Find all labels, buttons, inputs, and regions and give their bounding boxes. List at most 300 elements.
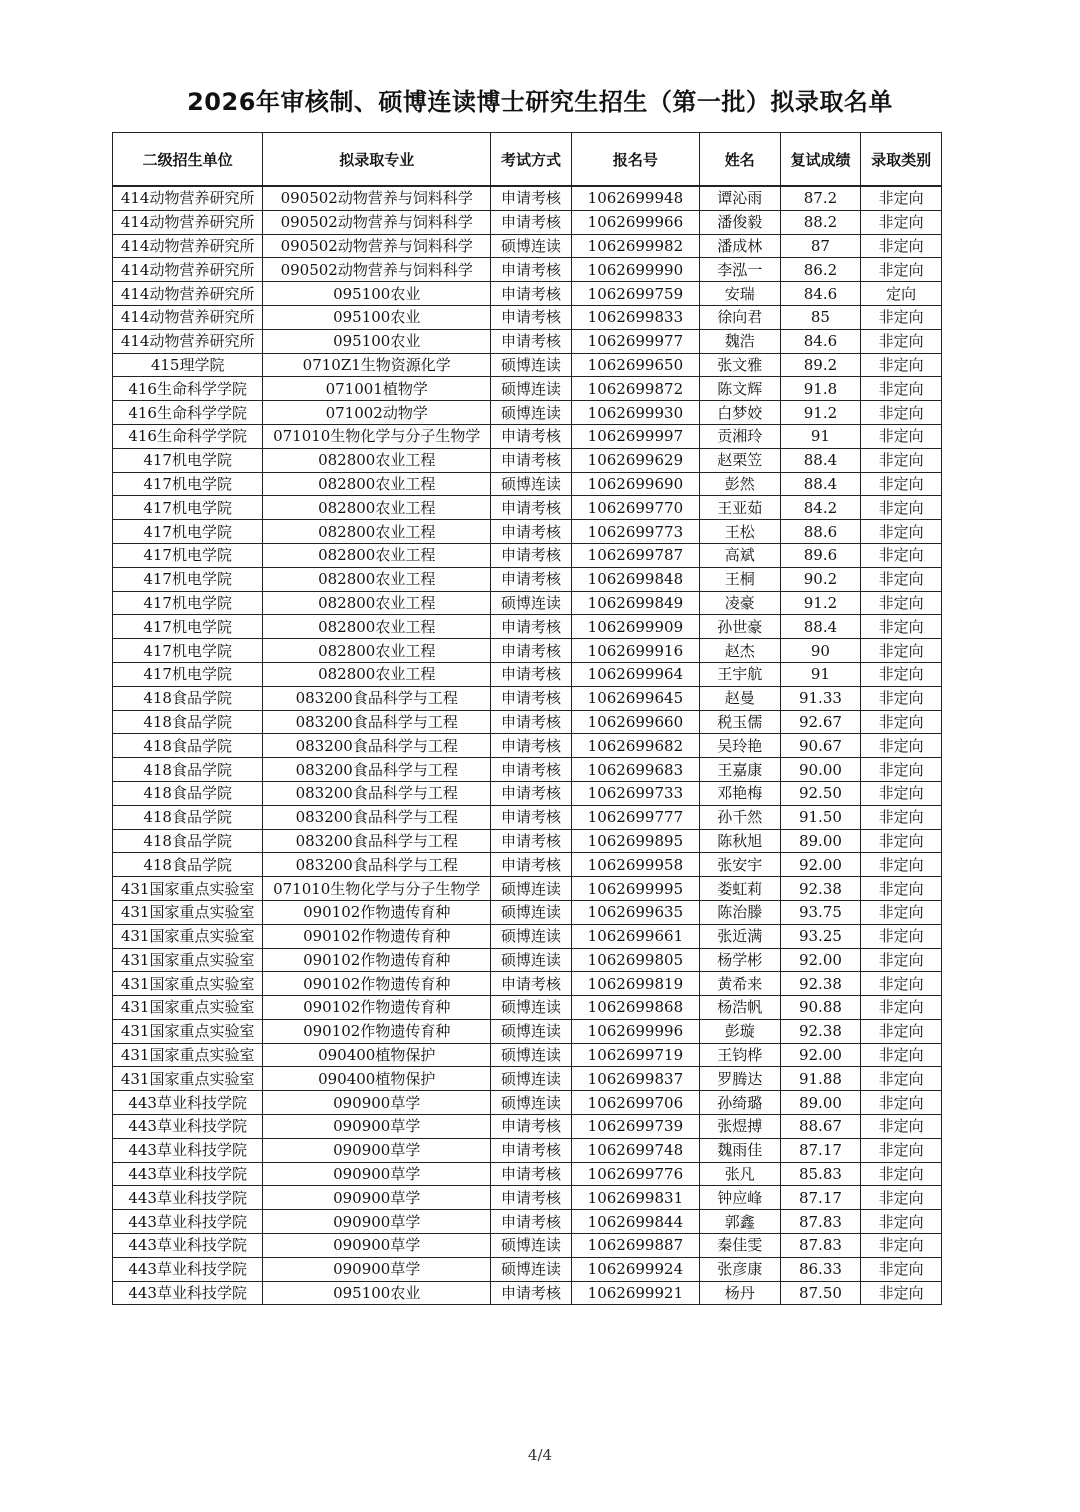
- cell-name: 张煜搏: [699, 1115, 780, 1139]
- table-row: [113, 1186, 942, 1210]
- table-row: [113, 1162, 942, 1186]
- cell-name: 李泓一: [699, 258, 780, 282]
- cell-reg-no: 1062699776: [571, 1162, 699, 1186]
- cell-name: 张近满: [699, 924, 780, 948]
- cell-major: 095100农业: [263, 1281, 491, 1305]
- cell-name: 王桐: [699, 567, 780, 591]
- cell-reg-no: 1062699895: [571, 829, 699, 853]
- cell-score: 90.00: [780, 758, 861, 782]
- cell-category: 非定向: [861, 353, 942, 377]
- table-row: [113, 972, 942, 996]
- cell-score: 84.6: [780, 329, 861, 353]
- cell-reg-no: 1062699759: [571, 282, 699, 306]
- cell-name: 娄虹莉: [699, 877, 780, 901]
- cell-major: 090400植物保护: [263, 1067, 491, 1091]
- cell-reg-no: 1062699635: [571, 900, 699, 924]
- cell-score: 87.17: [780, 1186, 861, 1210]
- cell-score: 91.8: [780, 377, 861, 401]
- cell-category: 定向: [861, 282, 942, 306]
- cell-exam-mode: 硕博连读: [491, 877, 572, 901]
- cell-major: 090102作物遗传育种: [263, 1019, 491, 1043]
- cell-reg-no: 1062699690: [571, 472, 699, 496]
- cell-score: 90.2: [780, 567, 861, 591]
- cell-name: 张安宇: [699, 853, 780, 877]
- cell-name: 张凡: [699, 1162, 780, 1186]
- table-row: [113, 1234, 942, 1258]
- cell-category: 非定向: [861, 210, 942, 234]
- cell-major: 071010生物化学与分子生物学: [263, 424, 491, 448]
- cell-score: 88.6: [780, 520, 861, 544]
- cell-score: 88.4: [780, 472, 861, 496]
- cell-category: 非定向: [861, 591, 942, 615]
- cell-major: 090900草学: [263, 1186, 491, 1210]
- cell-unit: 443草业科技学院: [113, 1186, 263, 1210]
- cell-unit: 416生命科学学院: [113, 424, 263, 448]
- cell-major: 0710Z1生物资源化学: [263, 353, 491, 377]
- cell-score: 88.2: [780, 210, 861, 234]
- cell-category: 非定向: [861, 972, 942, 996]
- cell-major: 095100农业: [263, 329, 491, 353]
- cell-exam-mode: 申请考核: [491, 734, 572, 758]
- cell-category: 非定向: [861, 615, 942, 639]
- cell-unit: 431国家重点实验室: [113, 877, 263, 901]
- cell-unit: 417机电学院: [113, 639, 263, 663]
- cell-exam-mode: 硕博连读: [491, 948, 572, 972]
- cell-name: 彭璇: [699, 1019, 780, 1043]
- cell-score: 91: [780, 662, 861, 686]
- cell-unit: 417机电学院: [113, 591, 263, 615]
- cell-exam-mode: 申请考核: [491, 972, 572, 996]
- cell-exam-mode: 申请考核: [491, 639, 572, 663]
- cell-score: 87: [780, 234, 861, 258]
- cell-reg-no: 1062699948: [571, 186, 699, 210]
- cell-score: 86.2: [780, 258, 861, 282]
- cell-exam-mode: 硕博连读: [491, 1234, 572, 1258]
- cell-category: 非定向: [861, 1115, 942, 1139]
- cell-category: 非定向: [861, 996, 942, 1020]
- cell-name: 郭鑫: [699, 1210, 780, 1234]
- cell-major: 082800农业工程: [263, 520, 491, 544]
- cell-exam-mode: 申请考核: [491, 424, 572, 448]
- cell-score: 90: [780, 639, 861, 663]
- cell-reg-no: 1062699990: [571, 258, 699, 282]
- cell-unit: 417机电学院: [113, 496, 263, 520]
- table-row: [113, 1138, 942, 1162]
- cell-reg-no: 1062699661: [571, 924, 699, 948]
- table-row: [113, 805, 942, 829]
- cell-reg-no: 1062699848: [571, 567, 699, 591]
- cell-major: 090400植物保护: [263, 1043, 491, 1067]
- cell-category: 非定向: [861, 377, 942, 401]
- cell-unit: 414动物营养研究所: [113, 329, 263, 353]
- cell-score: 91.2: [780, 401, 861, 425]
- cell-reg-no: 1062699719: [571, 1043, 699, 1067]
- cell-reg-no: 1062699682: [571, 734, 699, 758]
- table-row: [113, 1210, 942, 1234]
- cell-score: 89.6: [780, 543, 861, 567]
- table-row: [113, 377, 942, 401]
- table-row: [113, 329, 942, 353]
- table-row: [113, 472, 942, 496]
- cell-score: 87.50: [780, 1281, 861, 1305]
- cell-exam-mode: 申请考核: [491, 758, 572, 782]
- column-header-major: 拟录取专业: [263, 133, 491, 187]
- table-row: [113, 282, 942, 306]
- cell-exam-mode: 申请考核: [491, 282, 572, 306]
- cell-exam-mode: 申请考核: [491, 520, 572, 544]
- cell-reg-no: 1062699706: [571, 1091, 699, 1115]
- cell-major: 090502动物营养与饲料科学: [263, 186, 491, 210]
- cell-category: 非定向: [861, 758, 942, 782]
- cell-name: 杨丹: [699, 1281, 780, 1305]
- cell-reg-no: 1062699629: [571, 448, 699, 472]
- cell-reg-no: 1062699844: [571, 1210, 699, 1234]
- cell-category: 非定向: [861, 543, 942, 567]
- cell-name: 徐向君: [699, 305, 780, 329]
- cell-major: 083200食品科学与工程: [263, 853, 491, 877]
- cell-name: 赵杰: [699, 639, 780, 663]
- cell-score: 92.00: [780, 1043, 861, 1067]
- cell-unit: 418食品学院: [113, 758, 263, 782]
- cell-name: 王松: [699, 520, 780, 544]
- cell-unit: 414动物营养研究所: [113, 282, 263, 306]
- table-row: [113, 567, 942, 591]
- cell-score: 84.6: [780, 282, 861, 306]
- cell-reg-no: 1062699733: [571, 781, 699, 805]
- cell-unit: 414动物营养研究所: [113, 210, 263, 234]
- cell-major: 083200食品科学与工程: [263, 710, 491, 734]
- cell-score: 87.2: [780, 186, 861, 210]
- cell-exam-mode: 申请考核: [491, 615, 572, 639]
- cell-category: 非定向: [861, 900, 942, 924]
- cell-category: 非定向: [861, 472, 942, 496]
- cell-score: 92.38: [780, 1019, 861, 1043]
- cell-category: 非定向: [861, 1281, 942, 1305]
- cell-exam-mode: 硕博连读: [491, 900, 572, 924]
- cell-score: 92.38: [780, 877, 861, 901]
- table-row: [113, 353, 942, 377]
- cell-unit: 443草业科技学院: [113, 1210, 263, 1234]
- cell-reg-no: 1062699739: [571, 1115, 699, 1139]
- cell-score: 91: [780, 424, 861, 448]
- table-row: [113, 591, 942, 615]
- cell-exam-mode: 申请考核: [491, 210, 572, 234]
- cell-reg-no: 1062699887: [571, 1234, 699, 1258]
- cell-name: 黄希来: [699, 972, 780, 996]
- cell-score: 85.83: [780, 1162, 861, 1186]
- cell-reg-no: 1062699683: [571, 758, 699, 782]
- cell-category: 非定向: [861, 734, 942, 758]
- cell-major: 083200食品科学与工程: [263, 686, 491, 710]
- cell-score: 92.00: [780, 948, 861, 972]
- cell-category: 非定向: [861, 520, 942, 544]
- cell-reg-no: 1062699909: [571, 615, 699, 639]
- cell-name: 吴玲艳: [699, 734, 780, 758]
- cell-exam-mode: 申请考核: [491, 710, 572, 734]
- cell-exam-mode: 申请考核: [491, 448, 572, 472]
- cell-reg-no: 1062699645: [571, 686, 699, 710]
- cell-exam-mode: 申请考核: [491, 1210, 572, 1234]
- table-row: [113, 639, 942, 663]
- cell-category: 非定向: [861, 924, 942, 948]
- table-row: [113, 234, 942, 258]
- cell-major: 090900草学: [263, 1162, 491, 1186]
- cell-name: 杨浩帆: [699, 996, 780, 1020]
- cell-unit: 418食品学院: [113, 686, 263, 710]
- cell-unit: 431国家重点实验室: [113, 1019, 263, 1043]
- cell-reg-no: 1062699966: [571, 210, 699, 234]
- cell-category: 非定向: [861, 805, 942, 829]
- table-row: [113, 543, 942, 567]
- cell-category: 非定向: [861, 567, 942, 591]
- cell-name: 王亚茹: [699, 496, 780, 520]
- table-row: [113, 210, 942, 234]
- table-body: [113, 186, 942, 1305]
- cell-score: 90.88: [780, 996, 861, 1020]
- cell-category: 非定向: [861, 258, 942, 282]
- cell-name: 钟应峰: [699, 1186, 780, 1210]
- cell-name: 谭沁雨: [699, 186, 780, 210]
- cell-score: 91.50: [780, 805, 861, 829]
- cell-unit: 418食品学院: [113, 829, 263, 853]
- cell-exam-mode: 申请考核: [491, 662, 572, 686]
- cell-major: 082800农业工程: [263, 591, 491, 615]
- cell-name: 孙世豪: [699, 615, 780, 639]
- cell-score: 88.4: [780, 448, 861, 472]
- cell-name: 赵曼: [699, 686, 780, 710]
- cell-reg-no: 1062699660: [571, 710, 699, 734]
- admission-table: [112, 132, 942, 1305]
- cell-reg-no: 1062699748: [571, 1138, 699, 1162]
- cell-unit: 416生命科学学院: [113, 377, 263, 401]
- cell-exam-mode: 申请考核: [491, 853, 572, 877]
- cell-exam-mode: 硕博连读: [491, 924, 572, 948]
- cell-exam-mode: 申请考核: [491, 781, 572, 805]
- cell-major: 083200食品科学与工程: [263, 781, 491, 805]
- cell-major: 082800农业工程: [263, 662, 491, 686]
- cell-category: 非定向: [861, 853, 942, 877]
- cell-reg-no: 1062699977: [571, 329, 699, 353]
- cell-score: 92.67: [780, 710, 861, 734]
- cell-score: 93.75: [780, 900, 861, 924]
- table-row: [113, 1067, 942, 1091]
- cell-major: 090502动物营养与饲料科学: [263, 210, 491, 234]
- table-row: [113, 1043, 942, 1067]
- cell-reg-no: 1062699964: [571, 662, 699, 686]
- cell-name: 孙绮璐: [699, 1091, 780, 1115]
- cell-unit: 414动物营养研究所: [113, 258, 263, 282]
- cell-major: 083200食品科学与工程: [263, 758, 491, 782]
- cell-unit: 417机电学院: [113, 543, 263, 567]
- cell-score: 91.88: [780, 1067, 861, 1091]
- cell-major: 082800农业工程: [263, 615, 491, 639]
- cell-category: 非定向: [861, 686, 942, 710]
- table-row: [113, 662, 942, 686]
- cell-reg-no: 1062699831: [571, 1186, 699, 1210]
- column-header-exam-mode: 考试方式: [491, 133, 572, 187]
- cell-reg-no: 1062699833: [571, 305, 699, 329]
- cell-reg-no: 1062699777: [571, 805, 699, 829]
- cell-score: 88.4: [780, 615, 861, 639]
- cell-unit: 443草业科技学院: [113, 1162, 263, 1186]
- cell-reg-no: 1062699921: [571, 1281, 699, 1305]
- cell-unit: 431国家重点实验室: [113, 948, 263, 972]
- cell-category: 非定向: [861, 401, 942, 425]
- cell-exam-mode: 申请考核: [491, 543, 572, 567]
- cell-major: 090900草学: [263, 1138, 491, 1162]
- cell-major: 083200食品科学与工程: [263, 805, 491, 829]
- cell-category: 非定向: [861, 234, 942, 258]
- cell-category: 非定向: [861, 948, 942, 972]
- cell-major: 090502动物营养与饲料科学: [263, 258, 491, 282]
- cell-major: 090900草学: [263, 1115, 491, 1139]
- cell-name: 潘俊毅: [699, 210, 780, 234]
- table-row: [113, 924, 942, 948]
- cell-exam-mode: 硕博连读: [491, 1019, 572, 1043]
- cell-category: 非定向: [861, 662, 942, 686]
- page-number: 4/4: [527, 1446, 553, 1464]
- cell-score: 85: [780, 305, 861, 329]
- cell-name: 白梦姣: [699, 401, 780, 425]
- table-row: [113, 448, 942, 472]
- cell-major: 082800农业工程: [263, 543, 491, 567]
- cell-reg-no: 1062699916: [571, 639, 699, 663]
- cell-major: 071002动物学: [263, 401, 491, 425]
- table-row: [113, 520, 942, 544]
- cell-reg-no: 1062699773: [571, 520, 699, 544]
- cell-major: 090900草学: [263, 1210, 491, 1234]
- table-row: [113, 424, 942, 448]
- table-row: [113, 877, 942, 901]
- cell-score: 88.67: [780, 1115, 861, 1139]
- cell-major: 090102作物遗传育种: [263, 972, 491, 996]
- cell-unit: 416生命科学学院: [113, 401, 263, 425]
- table-row: [113, 496, 942, 520]
- cell-exam-mode: 硕博连读: [491, 1257, 572, 1281]
- cell-reg-no: 1062699872: [571, 377, 699, 401]
- cell-exam-mode: 硕博连读: [491, 591, 572, 615]
- table-row: [113, 1281, 942, 1305]
- cell-exam-mode: 硕博连读: [491, 472, 572, 496]
- document-title: 2026年审核制、硕博连读博士研究生招生（第一批）拟录取名单: [187, 88, 893, 116]
- column-header-category: 录取类别: [861, 133, 942, 187]
- cell-unit: 443草业科技学院: [113, 1138, 263, 1162]
- cell-exam-mode: 申请考核: [491, 258, 572, 282]
- cell-category: 非定向: [861, 329, 942, 353]
- cell-exam-mode: 申请考核: [491, 1281, 572, 1305]
- cell-unit: 443草业科技学院: [113, 1234, 263, 1258]
- cell-exam-mode: 硕博连读: [491, 1091, 572, 1115]
- cell-reg-no: 1062699982: [571, 234, 699, 258]
- cell-reg-no: 1062699995: [571, 877, 699, 901]
- cell-major: 095100农业: [263, 305, 491, 329]
- cell-exam-mode: 申请考核: [491, 1186, 572, 1210]
- cell-unit: 417机电学院: [113, 662, 263, 686]
- table-row: [113, 686, 942, 710]
- cell-score: 86.33: [780, 1257, 861, 1281]
- table-row: [113, 258, 942, 282]
- table-row: [113, 781, 942, 805]
- table-row: [113, 710, 942, 734]
- cell-unit: 418食品学院: [113, 853, 263, 877]
- cell-category: 非定向: [861, 496, 942, 520]
- cell-name: 魏雨佳: [699, 1138, 780, 1162]
- cell-reg-no: 1062699996: [571, 1019, 699, 1043]
- cell-reg-no: 1062699958: [571, 853, 699, 877]
- cell-exam-mode: 硕博连读: [491, 234, 572, 258]
- cell-name: 陈文辉: [699, 377, 780, 401]
- cell-major: 090900草学: [263, 1234, 491, 1258]
- cell-unit: 431国家重点实验室: [113, 996, 263, 1020]
- cell-reg-no: 1062699650: [571, 353, 699, 377]
- cell-major: 082800农业工程: [263, 448, 491, 472]
- cell-name: 高斌: [699, 543, 780, 567]
- cell-exam-mode: 硕博连读: [491, 1043, 572, 1067]
- table-row: [113, 1115, 942, 1139]
- cell-name: 秦佳雯: [699, 1234, 780, 1258]
- cell-name: 安瑞: [699, 282, 780, 306]
- cell-exam-mode: 申请考核: [491, 686, 572, 710]
- cell-unit: 443草业科技学院: [113, 1091, 263, 1115]
- cell-name: 潘成林: [699, 234, 780, 258]
- cell-unit: 417机电学院: [113, 472, 263, 496]
- cell-unit: 418食品学院: [113, 781, 263, 805]
- cell-score: 93.25: [780, 924, 861, 948]
- cell-category: 非定向: [861, 710, 942, 734]
- column-header-unit: 二级招生单位: [113, 133, 263, 187]
- column-header-name: 姓名: [699, 133, 780, 187]
- cell-reg-no: 1062699837: [571, 1067, 699, 1091]
- cell-category: 非定向: [861, 1019, 942, 1043]
- cell-major: 082800农业工程: [263, 472, 491, 496]
- cell-unit: 417机电学院: [113, 567, 263, 591]
- cell-category: 非定向: [861, 424, 942, 448]
- cell-category: 非定向: [861, 1257, 942, 1281]
- cell-score: 91.2: [780, 591, 861, 615]
- cell-exam-mode: 硕博连读: [491, 377, 572, 401]
- cell-unit: 418食品学院: [113, 710, 263, 734]
- cell-name: 孙千然: [699, 805, 780, 829]
- cell-unit: 417机电学院: [113, 448, 263, 472]
- cell-unit: 417机电学院: [113, 520, 263, 544]
- table-row: [113, 829, 942, 853]
- table-row: [113, 305, 942, 329]
- cell-reg-no: 1062699805: [571, 948, 699, 972]
- cell-major: 090102作物遗传育种: [263, 924, 491, 948]
- cell-major: 095100农业: [263, 282, 491, 306]
- column-header-score: 复试成绩: [780, 133, 861, 187]
- cell-name: 杨学彬: [699, 948, 780, 972]
- cell-unit: 443草业科技学院: [113, 1257, 263, 1281]
- cell-unit: 431国家重点实验室: [113, 1067, 263, 1091]
- cell-name: 王钧桦: [699, 1043, 780, 1067]
- cell-major: 083200食品科学与工程: [263, 734, 491, 758]
- cell-score: 92.38: [780, 972, 861, 996]
- cell-reg-no: 1062699930: [571, 401, 699, 425]
- cell-score: 90.67: [780, 734, 861, 758]
- table-row: [113, 615, 942, 639]
- table-row: [113, 1257, 942, 1281]
- cell-name: 陈治滕: [699, 900, 780, 924]
- cell-exam-mode: 申请考核: [491, 305, 572, 329]
- cell-major: 090502动物营养与饲料科学: [263, 234, 491, 258]
- cell-name: 税玉儒: [699, 710, 780, 734]
- cell-score: 87.83: [780, 1210, 861, 1234]
- cell-exam-mode: 申请考核: [491, 805, 572, 829]
- cell-category: 非定向: [861, 305, 942, 329]
- cell-major: 082800农业工程: [263, 639, 491, 663]
- cell-reg-no: 1062699997: [571, 424, 699, 448]
